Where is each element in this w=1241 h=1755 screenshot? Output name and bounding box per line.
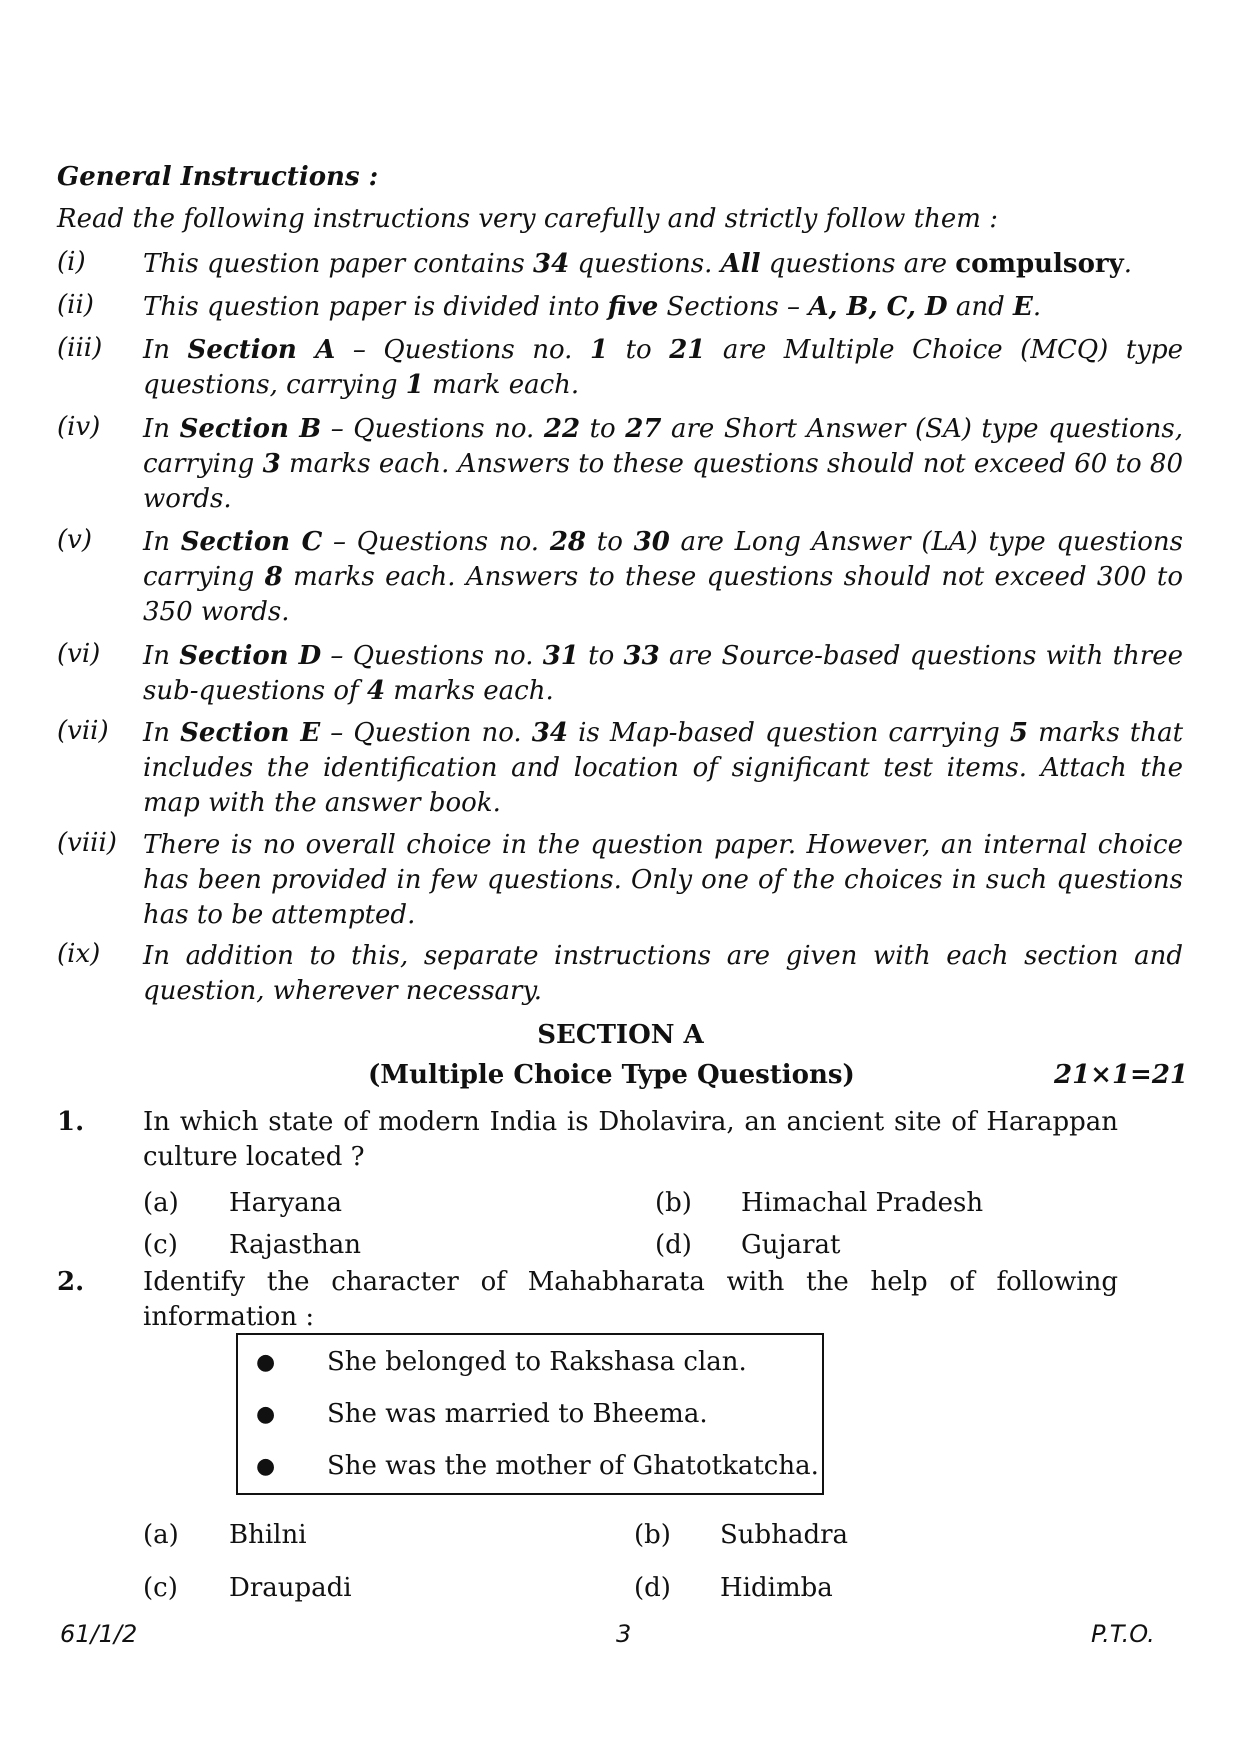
instruction-text: In Section C – Questions no. 28 to 30 are Long Answer (LA) type questions carrying 8 marks each. Answers to these questions should not exceed 300 to 350 words. bbox=[143, 527, 1183, 627]
bullet-icon: ● bbox=[256, 1402, 276, 1427]
option-text: Subhadra bbox=[720, 1520, 849, 1550]
option-label: (d) bbox=[655, 1230, 692, 1260]
pto-label: P.T.O. bbox=[1091, 1620, 1155, 1648]
clue-box bbox=[236, 1333, 824, 1495]
clue-item: She was the mother of Ghatotkatcha. bbox=[327, 1451, 819, 1481]
section-marks: 21×1=21 bbox=[1054, 1060, 1189, 1090]
instruction-text: In Section E – Question no. 34 is Map-based question carrying 5 marks that includes the identification and location of significant test items. Attach the map with the answer book. bbox=[143, 718, 1184, 818]
instruction-number: (iv) bbox=[57, 412, 101, 442]
instruction-number: (vi) bbox=[57, 639, 101, 669]
option-label: (b) bbox=[655, 1188, 692, 1218]
instruction-text: In Section B – Questions no. 22 to 27 are Short Answer (SA) type questions, carrying 3 marks each. Answers to these questions should not exceed 60 to 80 words. bbox=[143, 414, 1184, 514]
section-subtitle: (Multiple Choice Type Questions) bbox=[368, 1060, 855, 1090]
question-text: In which state of modern India is Dholavira, an ancient site of Harappan culture located ? bbox=[143, 1107, 1118, 1172]
instruction-text: In addition to this, separate instructions are given with each section and question, wherever necessary. bbox=[143, 941, 1183, 1006]
instruction-number: (viii) bbox=[57, 828, 117, 858]
clue-item: She belonged to Rakshasa clan. bbox=[327, 1347, 747, 1377]
question-text: Identify the character of Mahabharata with the help of following information : bbox=[143, 1267, 1118, 1332]
option-text: Bhilni bbox=[229, 1520, 307, 1550]
instruction-text: This question paper contains 34 questions. All questions are compulsory. bbox=[143, 249, 1132, 279]
option-text: Draupadi bbox=[229, 1573, 352, 1603]
instruction-number: (v) bbox=[57, 525, 92, 555]
bullet-icon: ● bbox=[256, 1350, 276, 1375]
instruction-number: (ix) bbox=[57, 939, 101, 969]
instruction-text: This question paper is divided into five Sections – A, B, C, D and E. bbox=[143, 292, 1042, 322]
instruction-text: In Section D – Questions no. 31 to 33 are Source-based questions with three sub-questions of 4 marks each. bbox=[143, 641, 1184, 706]
option-label: (c) bbox=[143, 1573, 178, 1603]
instruction-text: There is no overall choice in the question paper. However, an internal choice has been provided in few questions. Only one of the choices in such questions has to be attempted. bbox=[143, 830, 1183, 930]
option-text: Haryana bbox=[229, 1188, 343, 1218]
instructions-intro: Read the following instructions very carefully and strictly follow them : bbox=[57, 204, 998, 234]
option-text: Rajasthan bbox=[229, 1230, 362, 1260]
option-text: Himachal Pradesh bbox=[741, 1188, 984, 1218]
question-number: 1. bbox=[57, 1107, 85, 1137]
option-label: (c) bbox=[143, 1230, 178, 1260]
option-label: (a) bbox=[143, 1188, 179, 1218]
instruction-number: (ii) bbox=[57, 290, 94, 320]
instruction-number: (iii) bbox=[57, 333, 103, 363]
instruction-number: (i) bbox=[57, 247, 86, 277]
question-number: 2. bbox=[57, 1267, 85, 1297]
section-title: SECTION A bbox=[537, 1020, 704, 1050]
bullet-icon: ● bbox=[256, 1454, 276, 1479]
option-label: (a) bbox=[143, 1520, 179, 1550]
paper-code: 61/1/2 bbox=[60, 1620, 138, 1648]
clue-item: She was married to Bheema. bbox=[327, 1399, 708, 1429]
instruction-text: In Section A – Questions no. 1 to 21 are Multiple Choice (MCQ) type questions, carrying 1 mark each. bbox=[143, 335, 1184, 400]
instructions-heading: General Instructions : bbox=[57, 162, 379, 192]
option-label: (d) bbox=[634, 1573, 671, 1603]
option-text: Gujarat bbox=[741, 1230, 841, 1260]
option-text: Hidimba bbox=[720, 1573, 833, 1603]
instruction-number: (vii) bbox=[57, 716, 109, 746]
option-label: (b) bbox=[634, 1520, 671, 1550]
page-number: 3 bbox=[616, 1620, 632, 1648]
